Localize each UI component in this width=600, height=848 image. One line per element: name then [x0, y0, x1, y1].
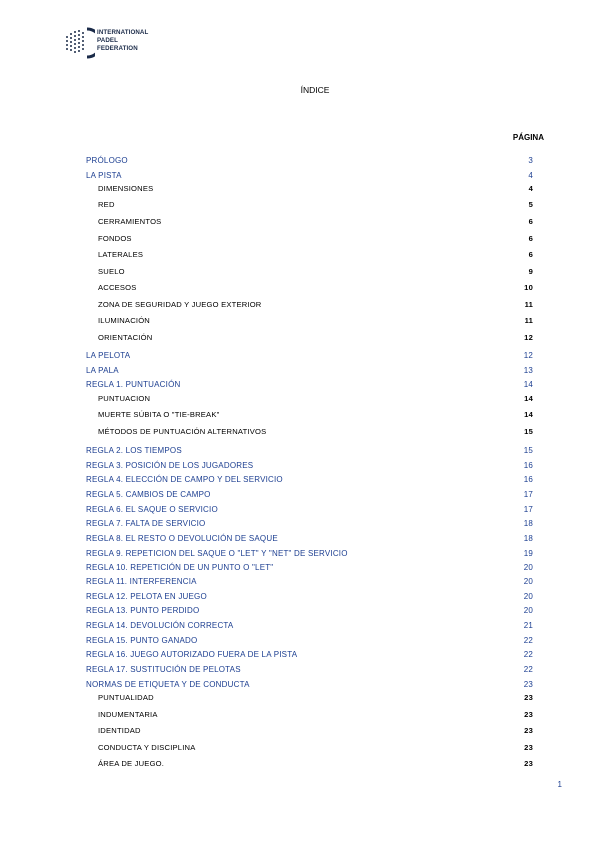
toc-entry-label: REGLA 14. DEVOLUCIÓN CORRECTA [86, 621, 234, 630]
toc-entry-label: MÉTODOS DE PUNTUACIÓN ALTERNATIVOS [98, 427, 267, 436]
toc-subentry [86, 709, 533, 721]
toc-entry-link[interactable] [86, 576, 533, 588]
toc-entry-label: REGLA 1. PUNTUACIÓN [86, 380, 181, 389]
toc-entry-link[interactable] [86, 605, 533, 617]
toc-entry-page: 3 [528, 156, 533, 165]
toc-entry-label: REGLA 8. EL RESTO O DEVOLUCIÓN DE SAQUE [86, 534, 278, 543]
toc-entry-link[interactable] [86, 591, 533, 603]
toc-entry-link[interactable] [86, 620, 533, 632]
toc-entry-label: REGLA 9. REPETICION DEL SAQUE O "LET" Y "NET" DE SERVICIO [86, 549, 348, 558]
toc-entry-page: 17 [523, 505, 533, 514]
toc-subentry [86, 725, 533, 737]
toc-entry-page: 16 [523, 461, 533, 470]
toc-entry-page: 16 [523, 475, 533, 484]
toc-entry-page: 23 [524, 726, 533, 735]
toc-subentry [86, 315, 533, 327]
toc-entry-page: 6 [528, 217, 533, 226]
toc-entry-label: REGLA 16. JUEGO AUTORIZADO FUERA DE LA PISTA [86, 650, 298, 659]
toc-entry-page: 22 [523, 650, 533, 659]
toc-entry-link[interactable] [86, 474, 533, 486]
toc-entry-link[interactable] [86, 365, 533, 377]
toc-entry-page: 20 [523, 606, 533, 615]
page-title: ÍNDICE [300, 85, 330, 95]
toc-subentry [86, 249, 533, 261]
toc-entry-label: IDENTIDAD [98, 726, 141, 735]
toc-subentry [86, 426, 533, 438]
toc-entry-label: RED [98, 200, 115, 209]
toc-entry-label: ZONA DE SEGURIDAD Y JUEGO EXTERIOR [98, 300, 262, 309]
toc-entry-link[interactable] [86, 533, 533, 545]
toc-subentry [86, 409, 533, 421]
toc-entry-link[interactable] [86, 489, 533, 501]
toc-entry-page: 23 [524, 743, 533, 752]
toc-subentry [86, 393, 533, 405]
toc-subentry [86, 216, 533, 228]
toc-entry-page: 10 [524, 283, 533, 292]
toc-entry-page: 17 [523, 490, 533, 499]
toc-entry-link[interactable] [86, 679, 533, 691]
toc-entry-page: 20 [523, 577, 533, 586]
toc-entry-page: 4 [528, 184, 533, 193]
toc-subentry [86, 233, 533, 245]
toc-entry-label: MUERTE SÚBITA O "TIE-BREAK" [98, 410, 220, 419]
page-column-header: PÁGINA [512, 133, 544, 142]
toc-entry-page: 23 [524, 710, 533, 719]
toc-entry-page: 9 [528, 267, 533, 276]
toc-entry-label: REGLA 10. REPETICIÓN DE UN PUNTO O "LET" [86, 563, 274, 572]
toc-entry-page: 6 [528, 234, 533, 243]
toc-entry-label: REGLA 7. FALTA DE SERVICIO [86, 519, 206, 528]
logo-line: INTERNATIONAL [97, 29, 149, 36]
toc-entry-label: REGLA 3. POSICIÓN DE LOS JUGADORES [86, 461, 254, 470]
toc-entry-page: 11 [524, 316, 533, 325]
toc-entry-label: ACCESOS [98, 283, 137, 292]
toc-entry-label: INDUMENTARIA [98, 710, 158, 719]
toc-entry-link[interactable] [86, 518, 533, 530]
page-number: 1 [557, 780, 562, 789]
toc-entry-label: LA PISTA [86, 171, 122, 180]
toc-entry-label: REGLA 12. PELOTA EN JUEGO [86, 592, 207, 601]
toc-entry-link[interactable] [86, 445, 533, 457]
toc-entry-page: 12 [524, 333, 533, 342]
toc-entry-page: 22 [523, 665, 533, 674]
toc-subentry [86, 299, 533, 311]
toc-entry-label: CONDUCTA Y DISCIPLINA [98, 743, 196, 752]
toc-subentry [86, 183, 533, 195]
toc-entry-page: 23 [524, 693, 533, 702]
toc-entry-label: REGLA 4. ELECCIÓN DE CAMPO Y DEL SERVICIO [86, 475, 283, 484]
toc-entry-link[interactable] [86, 350, 533, 362]
toc-entry-label: CERRAMIENTOS [98, 217, 162, 226]
toc-entry-page: 23 [523, 680, 533, 689]
toc-entry-page: 14 [524, 394, 533, 403]
toc-subentry [86, 742, 533, 754]
toc-entry-link[interactable] [86, 548, 533, 560]
toc-entry-page: 20 [523, 563, 533, 572]
toc-entry-label: REGLA 17. SUSTITUCIÓN DE PELOTAS [86, 665, 241, 674]
toc-entry-link[interactable] [86, 635, 533, 647]
toc-entry-label: ILUMINACIÓN [98, 316, 150, 325]
toc-entry-label: REGLA 13. PUNTO PERDIDO [86, 606, 200, 615]
toc-entry-page: 15 [524, 427, 533, 436]
toc-subentry [86, 332, 533, 344]
toc-entry-page: 23 [524, 759, 533, 768]
toc-entry-label: ÁREA DE JUEGO. [98, 759, 165, 768]
toc-entry-label: PRÓLOGO [86, 156, 128, 165]
toc-entry-label: FONDOS [98, 234, 132, 243]
toc-entry-label: DIMENSIONES [98, 184, 154, 193]
toc-entry-page: 14 [523, 380, 533, 389]
toc-entry-label: REGLA 15. PUNTO GANADO [86, 636, 198, 645]
toc-subentry [86, 199, 533, 211]
toc-entry-page: 12 [523, 351, 533, 360]
logo-line: FEDERATION [97, 45, 138, 52]
toc-entry-page: 18 [523, 519, 533, 528]
toc-entry-label: LA PALA [86, 366, 119, 375]
toc-entry-link[interactable] [86, 460, 533, 472]
toc-entry-label: ORIENTACIÓN [98, 333, 153, 342]
toc-entry-link[interactable] [86, 649, 533, 661]
toc-entry-label: SUELO [98, 267, 125, 276]
toc-entry-page: 6 [528, 250, 533, 259]
toc-entry-link[interactable] [86, 155, 533, 167]
toc-entry-label: REGLA 5. CAMBIOS DE CAMPO [86, 490, 211, 499]
toc-subentry [86, 692, 533, 704]
toc-entry-label: REGLA 2. LOS TIEMPOS [86, 446, 182, 455]
toc-entry-link[interactable] [86, 664, 533, 676]
toc-entry-link[interactable] [86, 504, 533, 516]
toc-entry-page: 5 [528, 200, 533, 209]
toc-entry-link[interactable] [86, 562, 533, 574]
toc-entry-label: PUNTUACION [98, 394, 151, 403]
toc-entry-page: 14 [524, 410, 533, 419]
toc-entry-page: 20 [523, 592, 533, 601]
logo-line: PADEL [97, 37, 119, 44]
toc-subentry [86, 758, 533, 770]
toc-entry-label: REGLA 6. EL SAQUE O SERVICIO [86, 505, 218, 514]
toc-subentry [86, 282, 533, 294]
toc-entry-label: REGLA 11. INTERFERENCIA [86, 577, 197, 586]
toc-entry-label: LATERALES [98, 250, 144, 259]
toc-subentry [86, 266, 533, 278]
toc-entry-label: LA PELOTA [86, 351, 131, 360]
toc-entry-label: PUNTUALIDAD [98, 693, 154, 702]
toc-entry-label: NORMAS DE ETIQUETA Y DE CONDUCTA [86, 680, 250, 689]
toc-entry-link[interactable] [86, 170, 533, 182]
toc-entry-page: 18 [523, 534, 533, 543]
toc-entry-page: 4 [528, 171, 533, 180]
toc-entry-page: 11 [524, 300, 533, 309]
toc-entry-page: 13 [523, 366, 533, 375]
toc-entry-page: 19 [523, 549, 533, 558]
toc-entry-page: 22 [523, 636, 533, 645]
toc-entry-page: 21 [523, 621, 533, 630]
toc-entry-page: 15 [523, 446, 533, 455]
toc-entry-link[interactable] [86, 379, 533, 391]
